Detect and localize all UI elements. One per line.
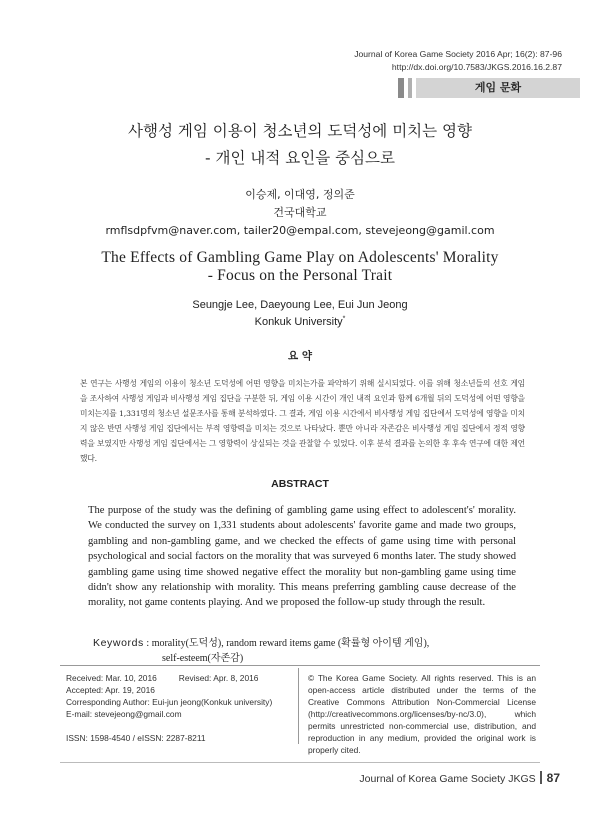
title-korean-line2: - 개인 내적 요인을 중심으로 bbox=[204, 149, 395, 167]
tag-bar-decoration bbox=[398, 78, 404, 98]
affiliation-english-name: Konkuk University bbox=[254, 316, 343, 328]
article-history bbox=[66, 672, 291, 744]
affiliation-mark: * bbox=[342, 315, 346, 323]
affiliation-korean: 건국대학교 bbox=[273, 206, 327, 219]
meta-divider-top bbox=[60, 665, 540, 666]
affiliation-english bbox=[0, 314, 600, 331]
dates-line bbox=[66, 672, 291, 684]
received-date: Received: Mar. 10, 2016 bbox=[66, 673, 157, 683]
revised-date: Revised: Apr. 8, 2016 bbox=[178, 673, 259, 683]
page-number: 87 bbox=[546, 771, 560, 785]
keywords-line2: self-esteem(자존감) bbox=[162, 653, 244, 664]
abstract-english: The purpose of the study was the defining of gambling game using effect to adolescent's' morality. We conducted the survey on 1,331 students about adolescents' favorite game and made two groups, gambling and non-gambling game, and we checked the effects of game using time with personal psychological and social factors on the morality that was surveyed 6 months later. The study showed gambling game using time showed negative effect the morality but non-gambling game using time didn't show any relationship with morality. This means preferring gambling cause decrease of the morality, not game contents playing. And we proposed the follow-up study through the result. bbox=[88, 505, 516, 609]
journal-header bbox=[354, 48, 562, 74]
page-footer bbox=[359, 771, 560, 785]
keywords-line1 bbox=[93, 636, 429, 651]
doi-link[interactable]: http://dx.doi.org/10.7583/JKGS.2016.16.2.87 bbox=[391, 62, 562, 72]
keywords-block bbox=[93, 636, 429, 666]
title-korean-line1: 사행성 게임 이용이 청소년의 도덕성에 미치는 영향 bbox=[128, 122, 472, 140]
issn-line: ISSN: 1598-4540 / eISSN: 2287-8211 bbox=[66, 733, 206, 743]
tag-bar-decoration bbox=[408, 78, 412, 98]
footer-journal-name: Journal of Korea Game Society JKGS bbox=[359, 773, 536, 785]
corresponding-email: E-mail: stevejeong@gmail.com bbox=[66, 709, 182, 719]
abstract-heading: ABSTRACT bbox=[271, 478, 329, 490]
author-emails: rmflsdpfvm@naver.com, tailer20@empal.com, stevejeong@gamil.com bbox=[105, 224, 495, 237]
footer-separator bbox=[540, 771, 542, 784]
title-english-line2: - Focus on the Personal Trait bbox=[207, 267, 393, 284]
title-english-line1: The Effects of Gambling Game Play on Adolescents' Morality bbox=[101, 249, 499, 266]
corresponding-author: Corresponding Author: Eui-jun jeong(Konkuk university) bbox=[66, 697, 273, 707]
accepted-date: Accepted: Apr. 19, 2016 bbox=[66, 685, 155, 695]
section-tag bbox=[398, 78, 580, 98]
summary-heading: 요 약 bbox=[288, 350, 312, 362]
keywords-label: Keywords bbox=[93, 637, 144, 649]
journal-citation: Journal of Korea Game Society 2016 Apr; 16(2): 87-96 bbox=[354, 49, 562, 59]
footer-divider bbox=[60, 762, 540, 763]
keywords-text-1: morality(도덕성), random reward items game (확률형 아이템 게임), bbox=[151, 638, 430, 649]
section-label: 게임 문화 bbox=[416, 78, 580, 98]
summary-korean: 본 연구는 사행성 게임의 이용이 청소년 도덕성에 어떤 영향을 미치는가를 파악하기 위해 실시되었다. 이를 위해 청소년들의 선호 게임을 조사하여 사행성 게임과 비사행성 게임 집단을 구분한 뒤, 게임 이용 시간이 개인 내적 요인과 함께 6개월 뒤의 도덕성에 어떤 영향을 미치는지를 1,331명의 청소년 설문조사를 통해 분석하였다. 그 결과, 게임 이용 시간에서 비사행성 게임 집단에서 도덕성에 영향을 미치지 않은 반면 사행성 게임 집단에서는 부적 영향력을 미치는 것으로 나타났다. 뿐만 아니라 자존감은 비사행성 게임 집단에서 정적 영향력을 보였지만 사행성 게임 집단에서는 그 영향력이 상실되는 것을 관찰할 수 있었다. 이후 분석 결과를 논의한 후 후속 연구에 대한 제언했다. bbox=[80, 379, 525, 463]
keywords-separator: : bbox=[146, 638, 150, 649]
authors-english: Seungje Lee, Daeyoung Lee, Eui Jun Jeong bbox=[192, 299, 408, 311]
license-notice: © The Korea Game Society. All rights reserved. This is an open-access article distributed under the terms of the Creative Commons Attribution Non-Commercial License (http://creativecommons.org/licenses/by-nc/3.0), which permits unrestricted non-commercial use, distribution, and reproduction in any medium, provided the original work is properly cited. bbox=[308, 673, 536, 755]
authors-korean: 이승제, 이대영, 정의준 bbox=[245, 188, 355, 201]
meta-divider-vertical bbox=[298, 668, 299, 744]
